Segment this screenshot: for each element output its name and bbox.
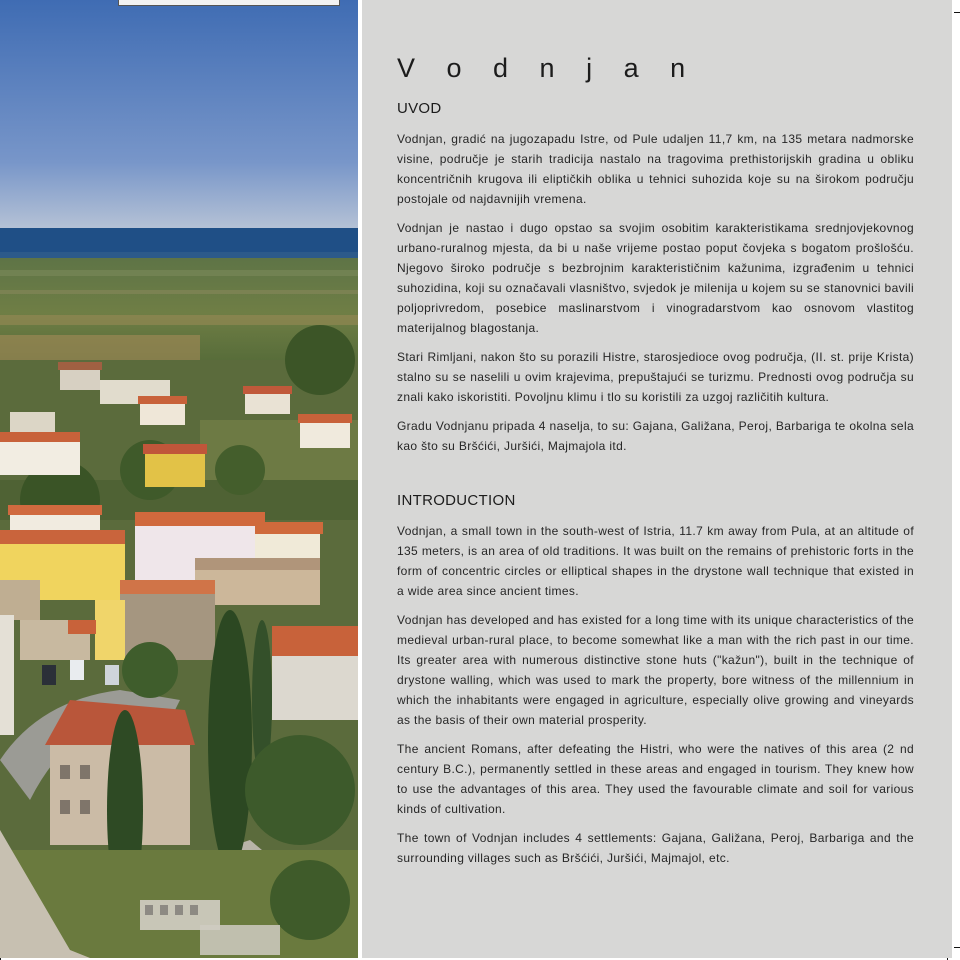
paragraph: Stari Rimljani, nakon što su porazili Histre, starosjedioce ovog područja, (II. st. prije Krista) stalno su se naselili u ovim krajevima, prepuštajući se turizmu. Prednosti ovog područja su znali kako iskoristiti. Povoljnu klimu i tlo su koristili za uzgoj različitih kultura. — [397, 350, 914, 404]
paragraph: The ancient Romans, after defeating the Histri, who were the natives of this area (2 nd century B.C.), permanently settled in these areas and engaged in tourism. They knew how to use the advantages of this area. They used the favourable climate and soil for various kinds of cultivation. — [397, 742, 914, 816]
paragraph: The town of Vodnjan includes 4 settlements: Gajana, Galižana, Peroj, Barbariga and the surrounding villages such as Bršćići, Juršići, Majmajol, etc. — [397, 831, 914, 865]
text-panel — [362, 0, 952, 958]
section-heading-introduction: INTRODUCTION — [397, 492, 516, 509]
paragraph: Gradu Vodnjanu pripada 4 naselja, to su: Gajana, Galižana, Peroj, Barbariga te okolna sela kao što su Bršćići, Juršići, Majmajola itd. — [397, 419, 914, 453]
page-tab-strip — [118, 0, 340, 6]
section-heading-uvod: UVOD — [397, 100, 442, 117]
paragraph: Vodnjan, a small town in the south-west of Istria, 11.7 km away from Pula, at an altitude of 135 meters, is an area of old traditions. It was built on the remains of prehistoric forts in the form of concentric circles or elliptical shapes in the drystone wall technique that existed in a wide area since ancient times. — [397, 524, 914, 598]
paragraph: Vodnjan has developed and has existed for a long time with its unique characteristics of the medieval urban-rural place, to become somewhat like a man with the rich past in our time. Its greater area with numerous distinctive stone huts ("kažun"), built in the technique of drystone walling, which was used to mark the property, bore witness of the millennium in which the inhabitants were engaged in agriculture, especially olive growing and vineyards as the basis of their own material prosperity. — [397, 613, 914, 727]
paragraph: Vodnjan, gradić na jugozapadu Istre, od Pule udaljen 11,7 km, na 135 metara nadmorske visine, područje je starih tradicija nastalo na tragovima prethistorijskih gradina u obliku koncentričnih krugova ili eliptičkih oblika u tehnici suhozida koje su na širokom području postojale od najdavnijih vremena. — [397, 132, 914, 206]
aerial-town-photo — [0, 0, 358, 958]
page-title: V o d n j a n — [397, 53, 698, 83]
paragraph: Vodnjan je nastao i dugo opstao sa svojim osobitim karakteristikama srednjovjekovnog urbano-ruralnog mjesta, da bi u naše vrijeme postao poput čovjeka s bogatom prošlošću. Njegovo široko područje s bezbrojnim karakterističnim kažunima, izgrađenim u tehnici suhozidina, koji su označavali vlasništvo, svjedok je milenija u kojem su se stanovnici bavili poljoprivredom, posebice maslinarstvom i vinogradarstvom kao osnovom vlastitog materijalnog blagostanja. — [397, 221, 914, 335]
crop-mark — [954, 12, 960, 13]
crop-mark — [954, 947, 960, 948]
